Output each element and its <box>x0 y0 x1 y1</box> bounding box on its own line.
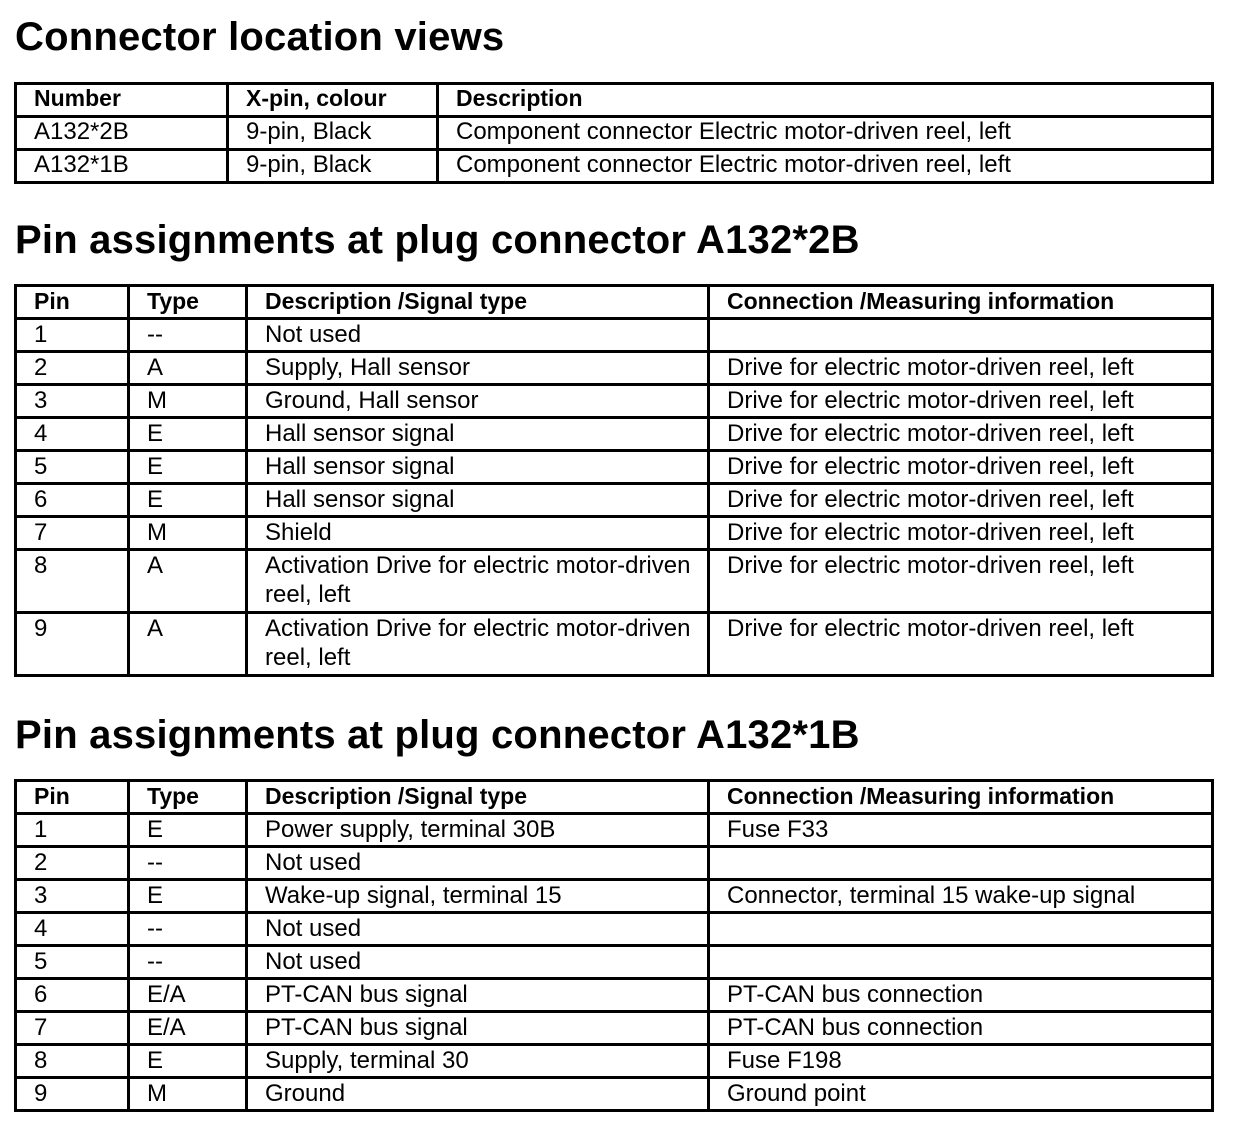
table-row <box>16 517 1213 550</box>
cell-x-pin-colour: 9-pin, Black <box>228 150 438 183</box>
cell-number: A132*1B <box>16 150 228 183</box>
table-row <box>16 550 1213 613</box>
cell-type: E <box>129 880 247 913</box>
cell-pin: 8 <box>16 1045 129 1078</box>
table-row <box>16 913 1213 946</box>
cell-description: Hall sensor signal <box>247 451 709 484</box>
cell-description: Activation Drive for electric motor-driven reel, left <box>247 613 709 676</box>
cell-pin: 4 <box>16 913 129 946</box>
cell-description: Power supply, terminal 30B <box>247 814 709 847</box>
cell-connection: Drive for electric motor-driven reel, left <box>709 352 1213 385</box>
section-title-pins-a132-2b: Pin assignments at plug connector A132*2B <box>15 218 860 262</box>
cell-description: PT-CAN bus signal <box>247 979 709 1012</box>
table-row <box>16 150 1213 183</box>
cell-description: Hall sensor signal <box>247 484 709 517</box>
table-row <box>16 613 1213 676</box>
cell-connection: Connector, terminal 15 wake-up signal <box>709 880 1213 913</box>
cell-pin: 2 <box>16 352 129 385</box>
cell-type: E/A <box>129 1012 247 1045</box>
section-title-pins-a132-1b: Pin assignments at plug connector A132*1B <box>15 713 860 757</box>
cell-connection: Drive for electric motor-driven reel, left <box>709 550 1213 613</box>
table-row <box>16 385 1213 418</box>
table-row <box>16 1045 1213 1078</box>
cell-connection: Drive for electric motor-driven reel, left <box>709 418 1213 451</box>
pin-assignment-table-a132-1b <box>14 779 1214 1112</box>
location-views-table <box>14 82 1214 184</box>
cell-type: A <box>129 550 247 613</box>
cell-description: Not used <box>247 913 709 946</box>
cell-pin: 5 <box>16 946 129 979</box>
cell-pin: 6 <box>16 484 129 517</box>
cell-pin: 4 <box>16 418 129 451</box>
cell-type: M <box>129 385 247 418</box>
cell-connection: Fuse F33 <box>709 814 1213 847</box>
cell-type: -- <box>129 913 247 946</box>
cell-type: A <box>129 352 247 385</box>
table-row <box>16 319 1213 352</box>
cell-description: Supply, terminal 30 <box>247 1045 709 1078</box>
cell-description: Component connector Electric motor-driven reel, left <box>438 150 1213 183</box>
cell-type: E <box>129 451 247 484</box>
table-row <box>16 352 1213 385</box>
cell-connection: Drive for electric motor-driven reel, left <box>709 385 1213 418</box>
cell-type: A <box>129 613 247 676</box>
cell-type: -- <box>129 319 247 352</box>
table-row <box>16 880 1213 913</box>
cell-description: PT-CAN bus signal <box>247 1012 709 1045</box>
cell-connection: PT-CAN bus connection <box>709 979 1213 1012</box>
cell-pin: 7 <box>16 1012 129 1045</box>
cell-description: Activation Drive for electric motor-driven reel, left <box>247 550 709 613</box>
cell-pin: 7 <box>16 517 129 550</box>
table-header-row <box>16 286 1213 319</box>
cell-description: Component connector Electric motor-driven reel, left <box>438 117 1213 150</box>
cell-type: M <box>129 517 247 550</box>
cell-connection: Ground point <box>709 1078 1213 1111</box>
cell-connection <box>709 913 1213 946</box>
cell-type: M <box>129 1078 247 1111</box>
cell-connection: Drive for electric motor-driven reel, left <box>709 613 1213 676</box>
table-row <box>16 484 1213 517</box>
header-pin: Pin <box>16 781 129 814</box>
table-row <box>16 814 1213 847</box>
header-connection-measuring-info: Connection /Measuring information <box>709 286 1213 319</box>
cell-description: Not used <box>247 946 709 979</box>
cell-pin: 9 <box>16 613 129 676</box>
header-connection-measuring-info: Connection /Measuring information <box>709 781 1213 814</box>
cell-description: Hall sensor signal <box>247 418 709 451</box>
cell-type: -- <box>129 847 247 880</box>
cell-connection: PT-CAN bus connection <box>709 1012 1213 1045</box>
header-x-pin-colour: X-pin, colour <box>228 84 438 117</box>
cell-connection: Fuse F198 <box>709 1045 1213 1078</box>
cell-number: A132*2B <box>16 117 228 150</box>
cell-pin: 1 <box>16 814 129 847</box>
table-row <box>16 1012 1213 1045</box>
header-description: Description <box>438 84 1213 117</box>
cell-description: Ground <box>247 1078 709 1111</box>
cell-pin: 1 <box>16 319 129 352</box>
cell-pin: 8 <box>16 550 129 613</box>
cell-connection: Drive for electric motor-driven reel, left <box>709 451 1213 484</box>
cell-connection <box>709 946 1213 979</box>
cell-type: E <box>129 814 247 847</box>
table-row <box>16 1078 1213 1111</box>
header-description-signal-type: Description /Signal type <box>247 781 709 814</box>
header-pin: Pin <box>16 286 129 319</box>
cell-connection <box>709 319 1213 352</box>
table-row <box>16 979 1213 1012</box>
cell-type: E <box>129 1045 247 1078</box>
header-type: Type <box>129 286 247 319</box>
cell-type: E/A <box>129 979 247 1012</box>
cell-connection: Drive for electric motor-driven reel, left <box>709 517 1213 550</box>
table-header-row <box>16 781 1213 814</box>
cell-pin: 6 <box>16 979 129 1012</box>
section-title-location-views: Connector location views <box>15 15 505 59</box>
cell-description: Not used <box>247 319 709 352</box>
cell-description: Not used <box>247 847 709 880</box>
cell-connection <box>709 847 1213 880</box>
cell-type: E <box>129 418 247 451</box>
cell-description: Wake-up signal, terminal 15 <box>247 880 709 913</box>
table-row <box>16 847 1213 880</box>
header-number: Number <box>16 84 228 117</box>
cell-connection: Drive for electric motor-driven reel, left <box>709 484 1213 517</box>
table-row <box>16 946 1213 979</box>
cell-x-pin-colour: 9-pin, Black <box>228 117 438 150</box>
cell-type: -- <box>129 946 247 979</box>
cell-description: Ground, Hall sensor <box>247 385 709 418</box>
table-row <box>16 418 1213 451</box>
cell-pin: 9 <box>16 1078 129 1111</box>
cell-description: Supply, Hall sensor <box>247 352 709 385</box>
cell-pin: 3 <box>16 880 129 913</box>
table-row <box>16 117 1213 150</box>
cell-pin: 5 <box>16 451 129 484</box>
table-header-row <box>16 84 1213 117</box>
cell-pin: 3 <box>16 385 129 418</box>
cell-type: E <box>129 484 247 517</box>
pin-assignment-table-a132-2b <box>14 284 1214 677</box>
header-description-signal-type: Description /Signal type <box>247 286 709 319</box>
cell-description: Shield <box>247 517 709 550</box>
table-row <box>16 451 1213 484</box>
header-type: Type <box>129 781 247 814</box>
cell-pin: 2 <box>16 847 129 880</box>
